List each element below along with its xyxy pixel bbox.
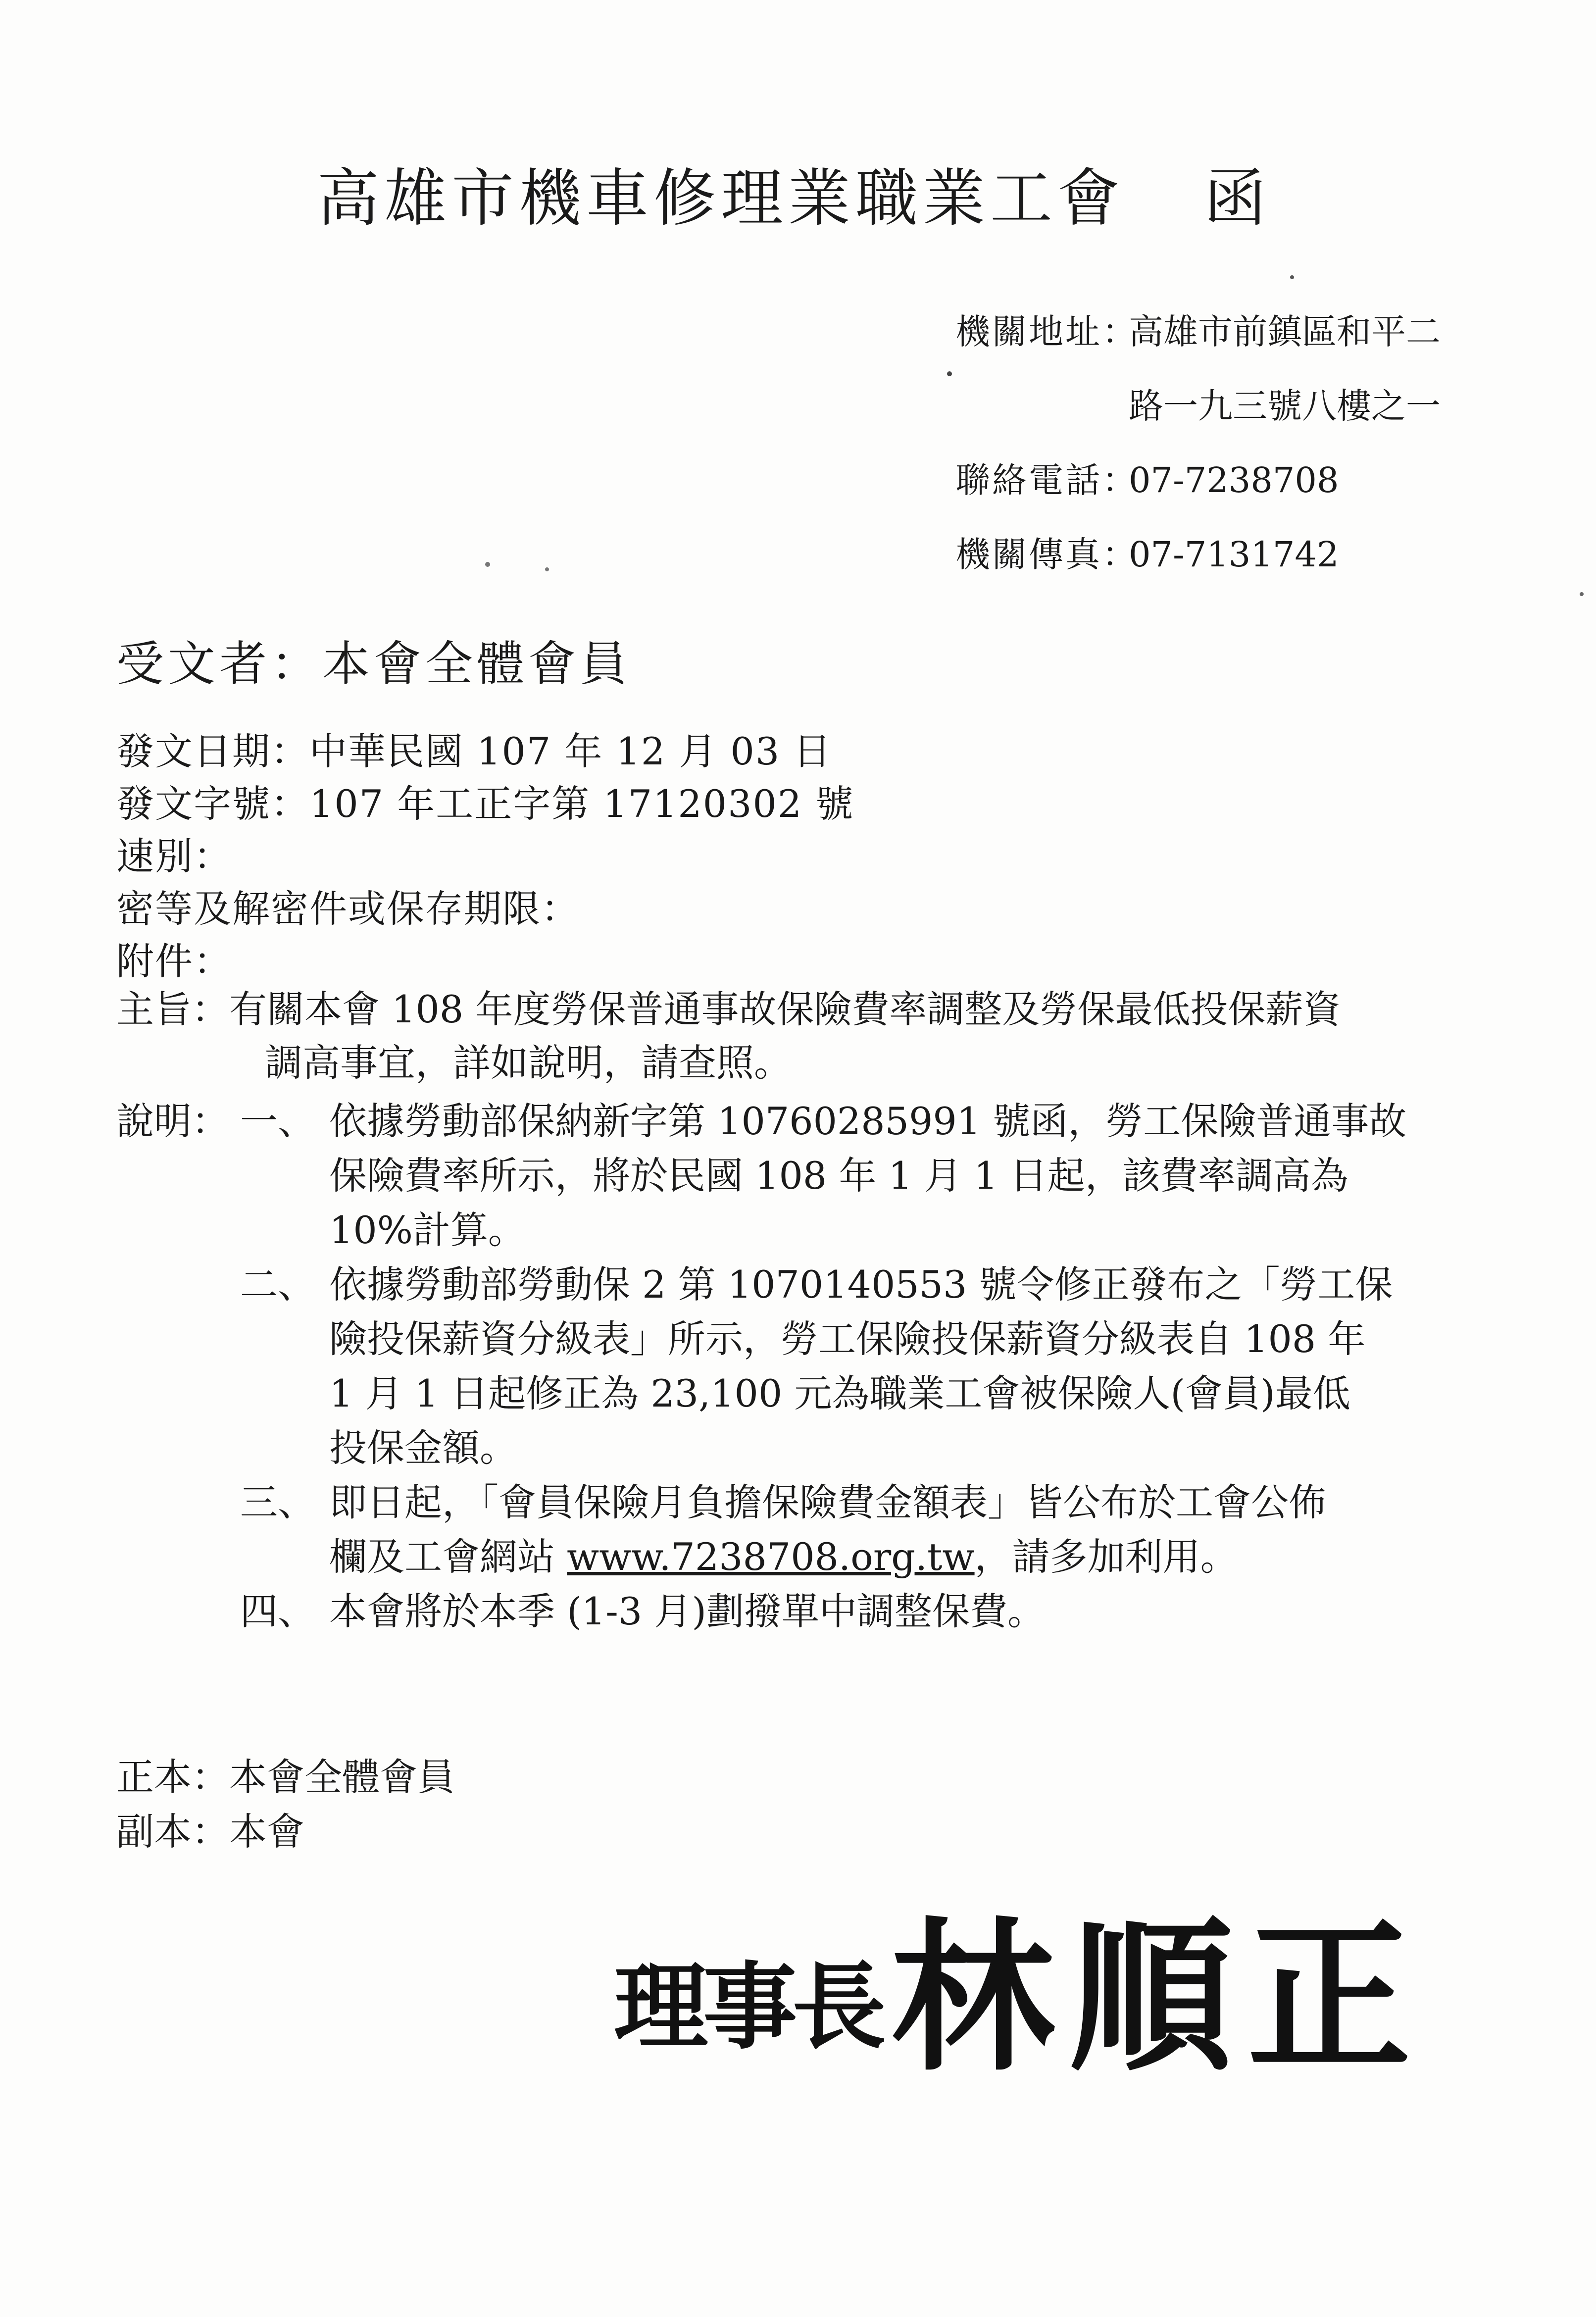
address-line1: 高雄市前鎮區和平二 [1129, 311, 1441, 352]
date-row [116, 725, 854, 778]
ref-value: 107 年工正字第 17120302 號 [309, 782, 854, 826]
speed-label: 速別： [116, 834, 232, 878]
item-line-prefix: 欄及工會網站 [329, 1535, 567, 1579]
union-website-link[interactable]: www.7238708.org.tw [567, 1535, 975, 1579]
speck [1290, 275, 1294, 279]
secrecy-label: 密等及解密件或保存期限： [116, 887, 580, 931]
item-number: 一、 [240, 1099, 315, 1143]
subject-line-2: 調高事宜，詳如說明，請查照。 [265, 1041, 792, 1085]
explanation-item [116, 1475, 1406, 1584]
item-line: 依據勞動部勞動保 2 第 1070140553 號令修正發布之「勞工保 [329, 1262, 1393, 1307]
subject [116, 983, 1341, 1090]
item-line [116, 1530, 1406, 1584]
phone-label: 聯絡電話： [955, 460, 1139, 501]
attachment-row [116, 935, 854, 988]
recipient [116, 626, 631, 694]
signature-glyphs [614, 1901, 1426, 2093]
doc-type: 函 [1204, 162, 1271, 235]
item-line: 保險費率所示，將於民國 108 年 1 月 1 日起，該費率調高為 [329, 1154, 1348, 1198]
item-line-suffix: ，請多加利用。 [974, 1535, 1238, 1579]
ref-label: 發文字號： [116, 782, 309, 826]
fax-label: 機關傳真： [955, 534, 1139, 575]
address-row-2 [955, 369, 1441, 443]
item-line: 即日起，「會員保險月負擔保險費金額表」皆公布於工會公佈 [329, 1480, 1326, 1524]
item-line: 10%計算。 [329, 1208, 526, 1252]
item-line: 投保金額。 [329, 1426, 517, 1470]
item-number: 四、 [240, 1589, 315, 1633]
item-line: 1 月 1 日起修正為 23,100 元為職業工會被保險人(會員)最低 [329, 1371, 1350, 1415]
original-value: 本會全體會員 [229, 1755, 455, 1799]
explanation-item [116, 1094, 1406, 1258]
attachment-label: 附件： [116, 939, 232, 983]
explanation-item [116, 1584, 1406, 1639]
signature-name: 林順正 [891, 1901, 1426, 2093]
org-name: 高雄市機車修理業職業工會 [317, 162, 1125, 235]
fax-row [955, 517, 1441, 592]
speck [485, 562, 490, 567]
chairman-signature-stamp [614, 1896, 1455, 2094]
subject-line-1 [116, 983, 1341, 1036]
subject-text-1: 有關本會 108 年度勞保普通事故保險費率調整及勞保最低投保薪資 [229, 987, 1341, 1031]
copy-label: 副本： [116, 1810, 229, 1854]
original-recipient-row [116, 1750, 455, 1805]
speck [947, 371, 952, 376]
secrecy-row [116, 883, 854, 935]
explanation-label: 說明： [116, 1099, 229, 1143]
item-line: 本會將於本季 (1-3 月)劃撥單中調整保費。 [329, 1589, 1046, 1633]
explanation [116, 1094, 1406, 1639]
phone-row [955, 443, 1441, 517]
item-number: 二、 [240, 1262, 315, 1307]
item-line: 險投保薪資分級表」所示，勞工保險投保薪資分級表自 108 年 [329, 1317, 1366, 1361]
address-row [955, 295, 1441, 369]
item-number: 三、 [240, 1480, 315, 1524]
distribution [116, 1750, 455, 1859]
recipient-label: 受文者： [116, 636, 322, 692]
explanation-item [116, 1258, 1406, 1475]
date-value: 中華民國 107 年 12 月 03 日 [309, 729, 832, 773]
document-title [317, 149, 1271, 238]
address-label: 機關地址： [955, 311, 1139, 352]
item-line: 依據勞動部保納新字第 10760285991 號函，勞工保險普通事故 [329, 1099, 1407, 1143]
fax-value: 07-7131742 [1129, 534, 1339, 575]
copy-recipient-row [116, 1805, 455, 1859]
speck [545, 567, 549, 571]
phone-value: 07-7238708 [1129, 460, 1339, 501]
copy-value: 本會 [229, 1810, 304, 1854]
address-line2: 路一九三號八樓之一 [1129, 386, 1441, 426]
recipient-value: 本會全體會員 [322, 636, 631, 692]
signature-title: 理事長 [614, 1952, 882, 2062]
document-meta [116, 725, 854, 988]
agency-info [955, 295, 1441, 592]
original-label: 正本： [116, 1755, 229, 1799]
subject-label: 主旨： [116, 987, 229, 1031]
speck [1580, 592, 1584, 596]
date-label: 發文日期： [116, 729, 309, 773]
speed-row [116, 830, 854, 883]
ref-row [116, 778, 854, 830]
